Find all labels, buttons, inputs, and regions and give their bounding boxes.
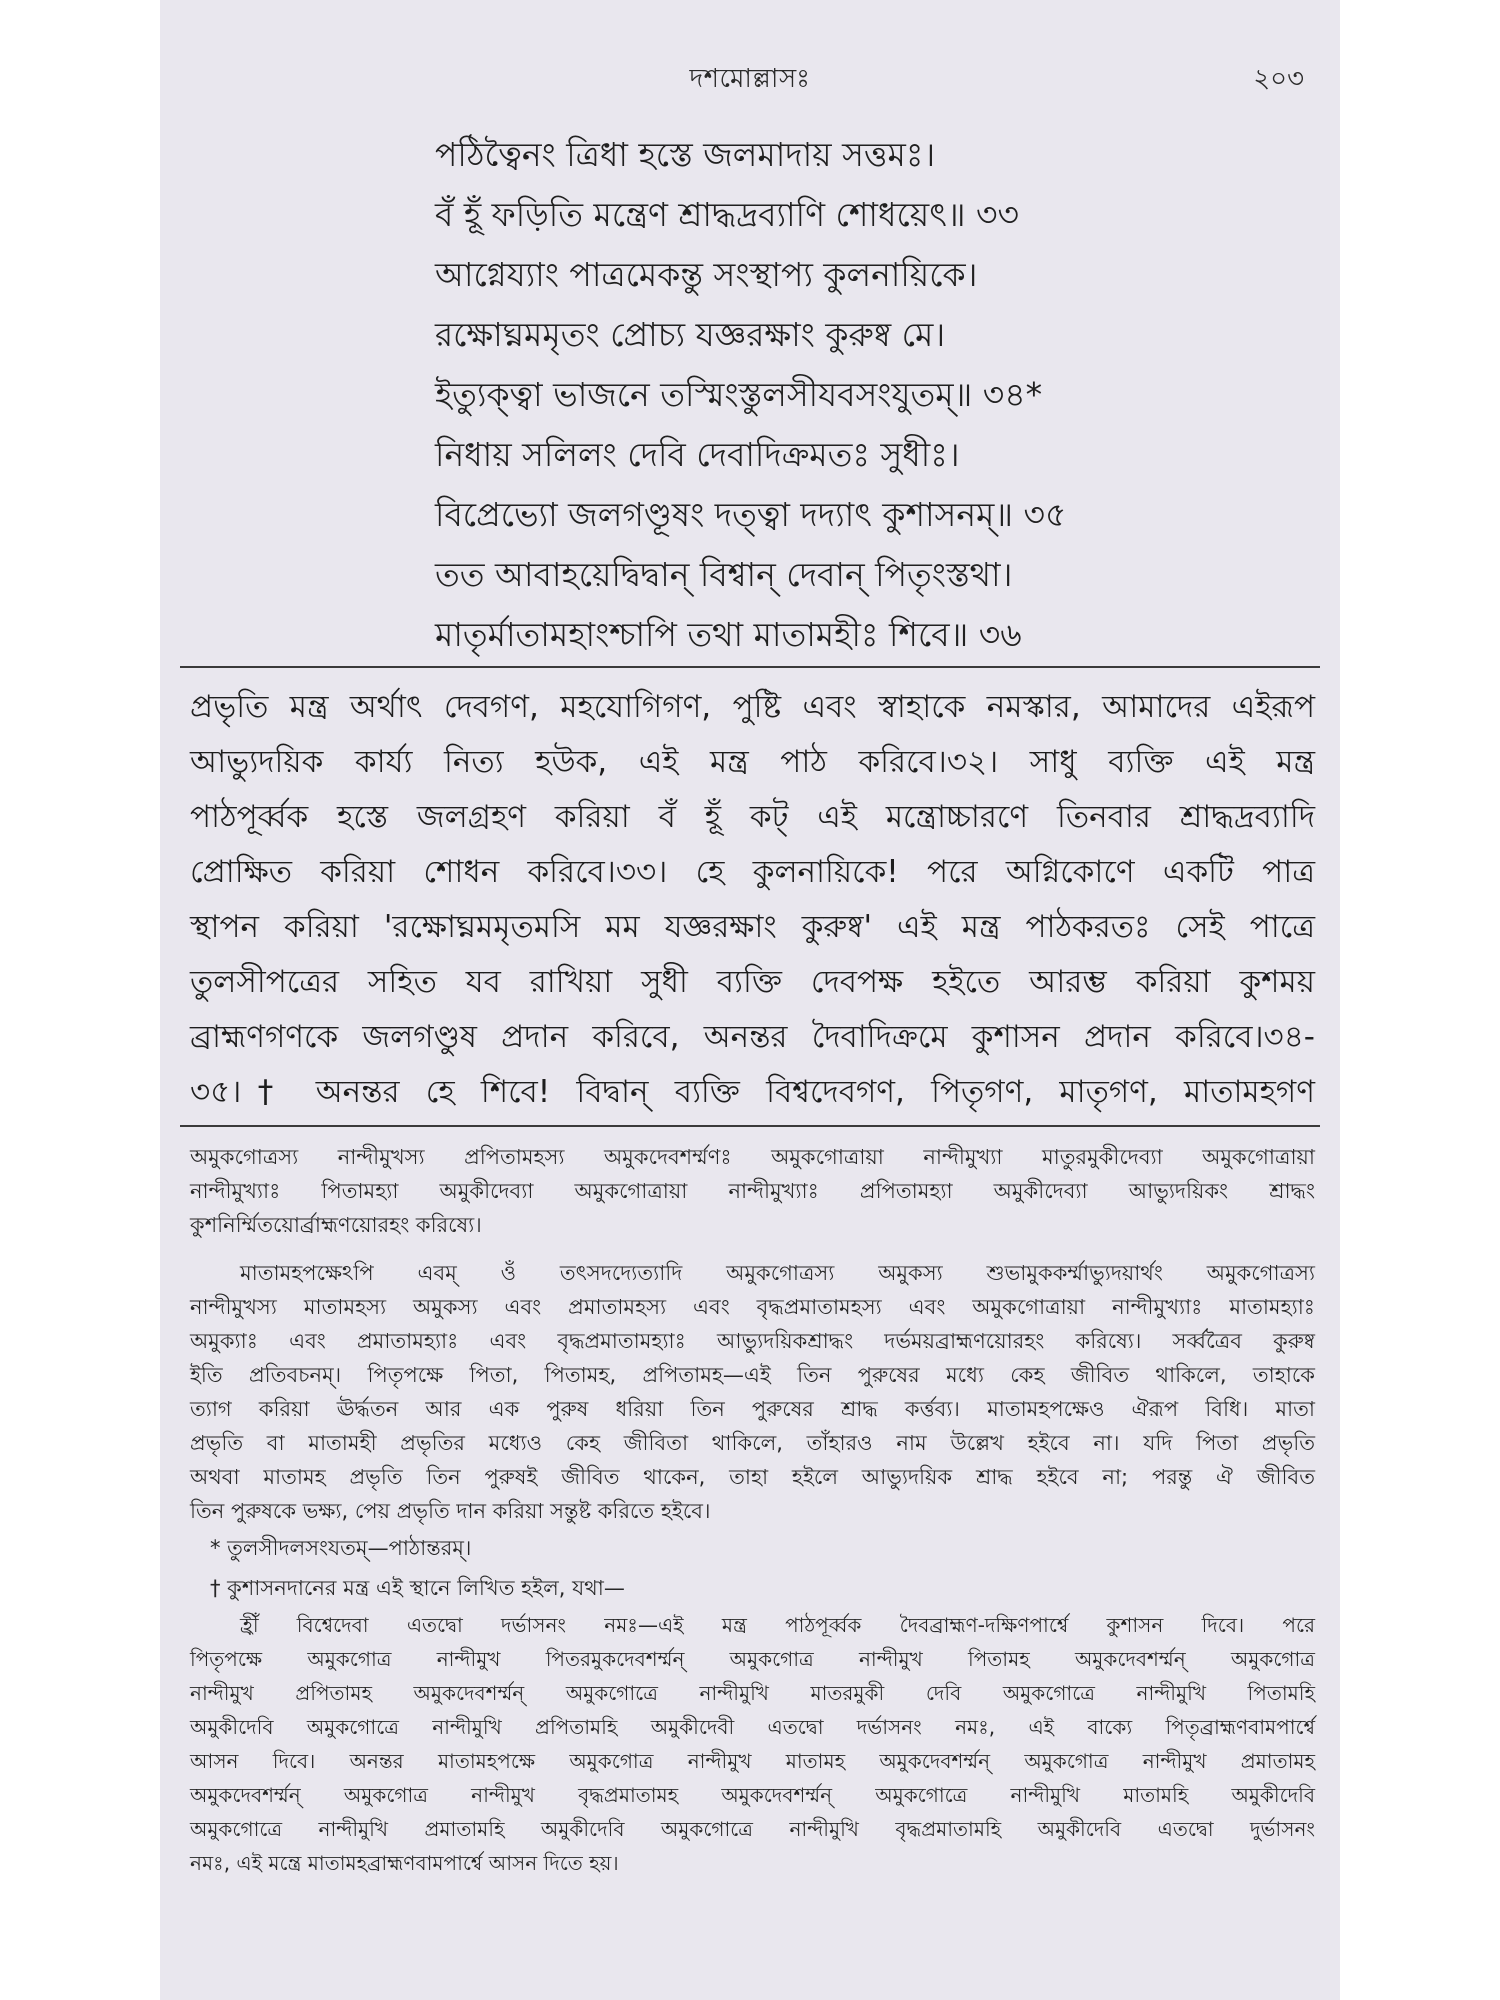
note-line: ত্যাগ করিয়া ঊর্দ্ধতন আর এক পুরুষ ধরিয়া তিন পুরুষের শ্রাদ্ধ কর্ত্তব্য। মাতামহপক্ষেও ঐরূপ বিধি। মাতা — [190, 1397, 1315, 1421]
note-line: অমুকগোত্রস্য নান্দীমুখস্য প্রপিতামহস্য অমুকদেবশর্ম্মণঃ অমুকগোত্রায়া নান্দীমুখ্যা মাতুরমুকীদেব্যা অমুকগোত্রায়া — [190, 1145, 1315, 1169]
translation-line: প্রোক্ষিত করিয়া শোধন করিবে।৩৩। হে কুলনায়িকে! পরে অগ্নিকোণে একটি পাত্র — [190, 854, 1315, 890]
note-line: নান্দীমুখ্যাঃ পিতামহ্যা অমুকীদেব্যা অমুকগোত্রায়া নান্দীমুখ্যাঃ প্রপিতামহ্যা অমুকীদেব্যা আভ্যুদয়িকং শ্রাদ্ধং — [190, 1179, 1315, 1203]
verse-line: তত আবাহয়েদ্বিদ্বান্ বিশ্বান্ দেবান্ পিতৃংস্তথা। — [435, 555, 1013, 594]
translation-line: ব্রাহ্মণগণকে জলগণ্ডুষ প্রদান করিবে, অনন্তর দৈবাদিক্রমে কুশাসন প্রদান করিবে।৩৪- — [190, 1019, 1315, 1055]
footnote-dagger: † কুশাসনদানের মন্ত্র এই স্থানে লিখিত হইল, যথা— — [210, 1576, 625, 1600]
divider-rule — [180, 1125, 1320, 1127]
running-title: দশমোল্লাসঃ — [689, 64, 811, 94]
sanskrit-verses — [435, 125, 1255, 665]
note-line: ইতি প্রতিবচনম্। পিতৃপক্ষে পিতা, পিতামহ, প্রপিতামহ—এই তিন পুরুষের মধ্যে কেহ জীবিত থাকিলে, তাহাকে — [190, 1363, 1315, 1387]
footnotes-section — [190, 1140, 1315, 1880]
verse-line: পঠিত্বৈনং ত্রিধা হস্তে জলমাদায় সত্তমঃ। — [435, 135, 936, 174]
translation-line: ৩৫।† অনন্তর হে শিবে! বিদ্বান্ ব্যক্তি বিশ্বদেবগণ, পিতৃগণ, মাতৃগণ, মাতামহগণ — [190, 1074, 1315, 1110]
note-line: আসন দিবে। অনন্তর মাতামহপক্ষে অমুকগোত্র নান্দীমুখ মাতামহ অমুকদেবশর্ম্মন্ অমুকগোত্র নান্দীমুখ প্রমাতামহ — [190, 1749, 1315, 1773]
page-number: ২০৩ — [1253, 64, 1304, 94]
verse-line: বিপ্রেভ্যো জলগণ্ডূষং দত্ত্বা দদ্যাৎ কুশাসনম্॥ ৩৫ — [435, 495, 1067, 534]
translation-line: তুলসীপত্রের সহিত যব রাখিয়া সুধী ব্যক্তি দেবপক্ষ হইতে আরম্ভ করিয়া কুশময় — [190, 964, 1315, 1000]
verse-line: নিধায় সলিলং দেবি দেবাদিক্রমতঃ সুধীঃ। — [435, 435, 960, 474]
note-line: অমুকীদেবি অমুকগোত্রে নান্দীমুখি প্রপিতামহি অমুকীদেবী এতদ্বো দর্ভাসনং নমঃ, এই বাক্যে পিতৃব্রাহ্মণবামপার্শ্বে — [190, 1715, 1315, 1739]
note-line: নমঃ, এই মন্ত্রে মাতামহব্রাহ্মণবামপার্শ্বে আসন দিতে হয়। — [190, 1851, 619, 1875]
translation-line: পাঠপূর্ব্বক হস্তে জলগ্রহণ করিয়া বঁ হূঁ কট্ এই মন্ত্রোচ্চারণে তিনবার শ্রাদ্ধদ্রব্যাদি — [190, 799, 1315, 835]
note-line: অথবা মাতামহ প্রভৃতি তিন পুরুষই জীবিত থাকেন, তাহা হইলে আভ্যুদয়িক শ্রাদ্ধ হইবে না; পরন্তু ঐ জীবিত — [190, 1465, 1315, 1489]
translation-line: প্রভৃতি মন্ত্র অর্থাৎ দেবগণ, মহযোগিগণ, পুষ্টি এবং স্বাহাকে নমস্কার, আমাদের এইরূপ — [190, 689, 1315, 725]
verse-line: মাতৃর্মাতামহাংশ্চাপি তথা মাতামহীঃ শিবে॥ ৩৬ — [435, 615, 1022, 654]
note-line: নান্দীমুখ প্রপিতামহ অমুকদেবশর্ম্মন্ অমুকগোত্রে নান্দীমুখি মাতরমুকী দেবি অমুকগোত্রে নান্দীমুখি পিতামহি — [190, 1681, 1315, 1705]
verse-line: রক্ষোঘ্নমমৃতং প্রোচ্য যজ্ঞরক্ষাং কুরুষ্ব মে। — [435, 315, 946, 354]
footnote-star: * তুলসীদলসংযতম্—পাঠান্তরম্। — [210, 1536, 472, 1560]
note-line: পিতৃপক্ষে অমুকগোত্র নান্দীমুখ পিতরমুকদেবশর্ম্মন্ অমুকগোত্র নান্দীমুখ পিতামহ অমুকদেবশর্ম্মন্ অমুকগোত্র — [190, 1647, 1315, 1671]
divider-rule — [180, 666, 1320, 668]
translation-line: আভ্যুদয়িক কার্য্য নিত্য হউক, এই মন্ত্র পাঠ করিবে।৩২। সাধু ব্যক্তি এই মন্ত্র — [190, 744, 1315, 780]
note-line: হ্রীঁ বিশ্বেদেবা এতদ্বো দর্ভাসনং নমঃ—এই মন্ত্র পাঠপূর্ব্বক দৈবব্রাহ্মণ-দক্ষিণপার্শ্বে কুশাসন দিবে। পরে — [240, 1613, 1315, 1637]
note-line: মাতামহপক্ষেঽপি এবম্ ওঁ তৎসদদ্যেত্যাদি অমুকগোত্রস্য অমুকস্য শুভামুককর্ম্মাভ্যুদয়ার্থং অমুকগোত্রস্য — [240, 1261, 1315, 1285]
note-line: অমুকদেবশর্ম্মন্ অমুকগোত্র নান্দীমুখ বৃদ্ধপ্রমাতামহ অমুকদেবশর্ম্মন্ অমুকগোত্রে নান্দীমুখি মাতামহি অমুকীদেবি — [190, 1783, 1315, 1807]
translation-line: স্থাপন করিয়া 'রক্ষোঘ্নমমৃতমসি মম যজ্ঞরক্ষাং কুরুষ্ব' এই মন্ত্র পাঠকরতঃ সেই পাত্রে — [190, 909, 1315, 945]
note-line: তিন পুরুষকে ভক্ষ্য, পেয় প্রভৃতি দান করিয়া সন্তুষ্ট করিতে হইবে। — [190, 1499, 711, 1523]
note-line: নান্দীমুখস্য মাতামহস্য অমুকস্য এবং প্রমাতামহস্য এবং বৃদ্ধপ্রমাতামহস্য এবং অমুকগোত্রায়া নান্দীমুখ্যাঃ মাতামহ্যাঃ — [190, 1295, 1315, 1319]
bengali-translation — [190, 680, 1315, 1120]
verse-line: ইত্যুক্ত্বা ভাজনে তস্মিংস্তুলসীযবসংযুতম্॥ ৩৪* — [435, 375, 1043, 414]
note-line: কুশনির্ম্মিতয়োর্ব্রাহ্মণয়োরহং করিষ্যে। — [190, 1213, 482, 1237]
verse-line: আগ্নেয্যাং পাত্রমেকন্তু সংস্থাপ্য কুলনায়িকে। — [435, 255, 978, 294]
note-line: অমুক্যাঃ এবং প্রমাতামহ্যাঃ এবং বৃদ্ধপ্রমাতামহ্যাঃ আভ্যুদয়িকশ্রাদ্ধং দর্ভময়ব্রাহ্মণয়োরহং করিষ্যে। সর্ব্বত্রৈব কুরুষ্ব — [190, 1329, 1315, 1353]
page-header — [160, 58, 1340, 98]
book-page — [160, 0, 1340, 2000]
note-line: অমুকগোত্রে নান্দীমুখি প্রমাতামহি অমুকীদেবি অমুকগোত্রে নান্দীমুখি বৃদ্ধপ্রমাতামহি অমুকীদেবি এতদ্বো দুর্ভাসনং — [190, 1817, 1315, 1841]
verse-line: বঁ হূঁ ফড়িতি মন্ত্রেণ শ্রাদ্ধদ্রব্যাণি শোধয়েৎ॥ ৩৩ — [435, 195, 1019, 234]
note-line: প্রভৃতি বা মাতামহী প্রভৃতির মধ্যেও কেহ জীবিতা থাকিলে, তাঁহারও নাম উল্লেখ হইবে না। যদি পিতা প্রভৃতি — [190, 1431, 1315, 1455]
